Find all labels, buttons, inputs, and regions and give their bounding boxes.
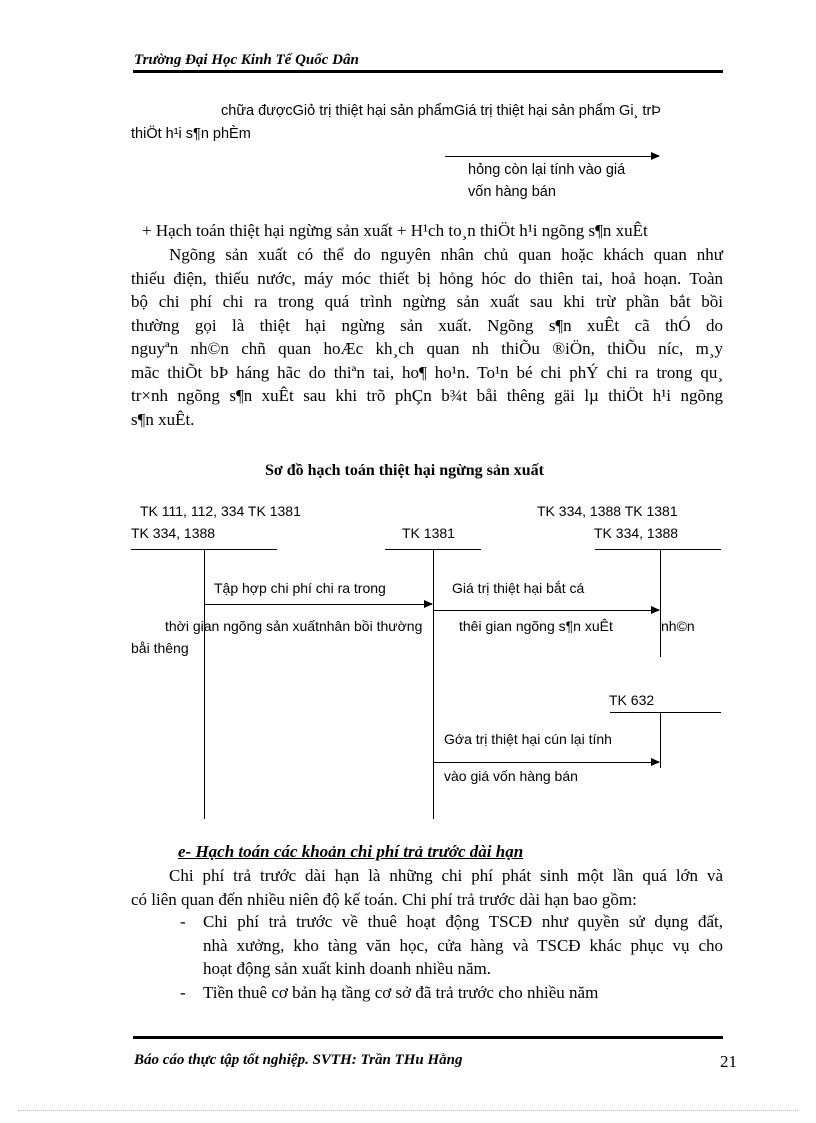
paragraph-line: thường gọi là thiệt hại ngừng sản xuất. Ngõng s¶n xuÊt cã thÓ do bbox=[131, 315, 723, 335]
arrow-label-2: vốn hàng bán bbox=[468, 184, 556, 200]
t-account-632-stem bbox=[660, 712, 661, 768]
bullet-line: hoạt động sản xuất kinh doanh nhiều năm. bbox=[203, 959, 492, 978]
row-time-1: thời gian ngõng sản xuấtnhân bồi thường bbox=[165, 618, 423, 634]
acc-mid: TK 1381 bbox=[402, 525, 455, 541]
header-title: Trường Đại Học Kinh Tế Quốc Dân bbox=[134, 52, 359, 68]
t-account-right-top bbox=[595, 549, 721, 550]
paragraph-line: thiếu điện, thiếu nước, máy móc thiết bị hỏng hóc do thiên tai, hoả hoạn. Toàn bbox=[131, 268, 723, 288]
paragraph-line: Ngõng sản xuất có thể do nguyên nhân chủ quan hoặc khách quan như bbox=[169, 245, 723, 264]
t-account-right-stem bbox=[660, 549, 661, 657]
page-bottom-dotted-border bbox=[18, 1110, 798, 1111]
row-time-2: thêi gian ngõng s¶n xuÊt bbox=[459, 618, 613, 634]
row-compensate: båi thêng bbox=[131, 640, 189, 656]
t-account-left-stem bbox=[204, 549, 205, 819]
bullet-marker: - bbox=[180, 912, 186, 931]
label-compensation: Giá trị thiệt hại bắt cá bbox=[452, 580, 585, 596]
arrow-label-1: hỏng còn lại tính vào giá bbox=[468, 162, 626, 178]
top-line-2: thiÖt h¹i s¶n phÈm bbox=[131, 126, 251, 142]
label-remaining-1: Gớa trị thiệt hại cún lại tính bbox=[444, 731, 612, 747]
bullet-line: nhà xưởng, kho tàng văn học, cửa hàng và TSCĐ khác phục vụ cho bbox=[203, 935, 723, 955]
acc-right-1: TK 334, 1388 TK 1381 bbox=[537, 503, 678, 519]
acc-632: TK 632 bbox=[609, 692, 655, 708]
section-plus-heading: + Hạch toán thiệt hại ngừng sản xuất + H¹ch to¸n thiÖt h¹i ngõng s¶n xuÊt bbox=[142, 221, 648, 240]
arrow-compensation bbox=[434, 610, 659, 611]
page-number: 21 bbox=[720, 1052, 737, 1071]
label-collect: Tập hợp chi phí chi ra trong bbox=[214, 580, 386, 596]
top-arrow bbox=[445, 156, 659, 157]
body-paragraph bbox=[131, 243, 723, 431]
paragraph-line: s¶n xuÊt. bbox=[131, 409, 195, 429]
top-line-1: chữa đượcGiỏ trị thiệt hại sản phẩmGiá trị thiệt hại sản phẩm Gi¸ trÞ bbox=[221, 103, 661, 119]
footer-rule bbox=[133, 1036, 723, 1039]
section-e-paragraph bbox=[131, 864, 723, 911]
footer-text: Báo cáo thực tập tốt nghiệp. SVTH: Trần THu Hằng bbox=[134, 1052, 463, 1068]
arrow-remaining bbox=[434, 762, 659, 763]
paragraph-line: bộ chi phí chi ra trong quá trình ngừng sản xuất sau khi trừ phần bắt bồi bbox=[131, 292, 723, 311]
bullet-2: Tiền thuê cơ bản hạ tầng cơ sở đã trả trước cho nhiều năm bbox=[203, 983, 599, 1002]
bullet-1 bbox=[203, 910, 723, 981]
acc-right-2: TK 334, 1388 bbox=[594, 525, 679, 541]
paragraph-line: mãc thiÕt bÞ háng hãc do thiªn tai, ho¶ ho¹n. To¹n bé chi phÝ chi ra trong qu¸ bbox=[131, 362, 723, 382]
bullet-line: Chi phí trả trước về thuê hoạt động TSCĐ như quyền sử dụng đất, bbox=[203, 912, 723, 931]
label-remaining-2: vào giá vốn hàng bán bbox=[444, 768, 578, 784]
header-rule bbox=[133, 70, 723, 73]
diagram-title: Sơ đồ hạch toán thiệt hại ngừng sản xuất bbox=[265, 462, 544, 479]
acc-left-2: TK 334, 1388 bbox=[131, 525, 216, 541]
paragraph-line: có liên quan đến nhiều niên độ kế toán. Chi phí trả trước dài hạn bao gồm: bbox=[131, 889, 637, 909]
t-account-mid-stem bbox=[433, 549, 434, 819]
paragraph-line: nguyªn nh©n chñ quan hoÆc kh¸ch quan nh thiÕu ®iÖn, thiÕu níc, m¸y bbox=[131, 339, 723, 358]
row-time-3: nh©n bbox=[661, 618, 695, 634]
t-account-632-top bbox=[610, 712, 721, 713]
section-e-heading: e- Hạch toán các khoản chi phí trả trước dài hạn bbox=[178, 842, 524, 861]
bullet-marker: - bbox=[180, 983, 186, 1002]
paragraph-line: tr×nh ngõng s¶n xuÊt sau khi trõ phÇn b¾t båi thêng gäi lµ thiÖt h¹i ngõng bbox=[131, 386, 723, 405]
acc-left-1: TK 111, 112, 334 TK 1381 bbox=[140, 503, 301, 519]
arrow-collect bbox=[205, 604, 432, 605]
paragraph-line: Chi phí trả trước dài hạn là những chi phí phát sinh một lần quá lớn và bbox=[169, 866, 723, 885]
